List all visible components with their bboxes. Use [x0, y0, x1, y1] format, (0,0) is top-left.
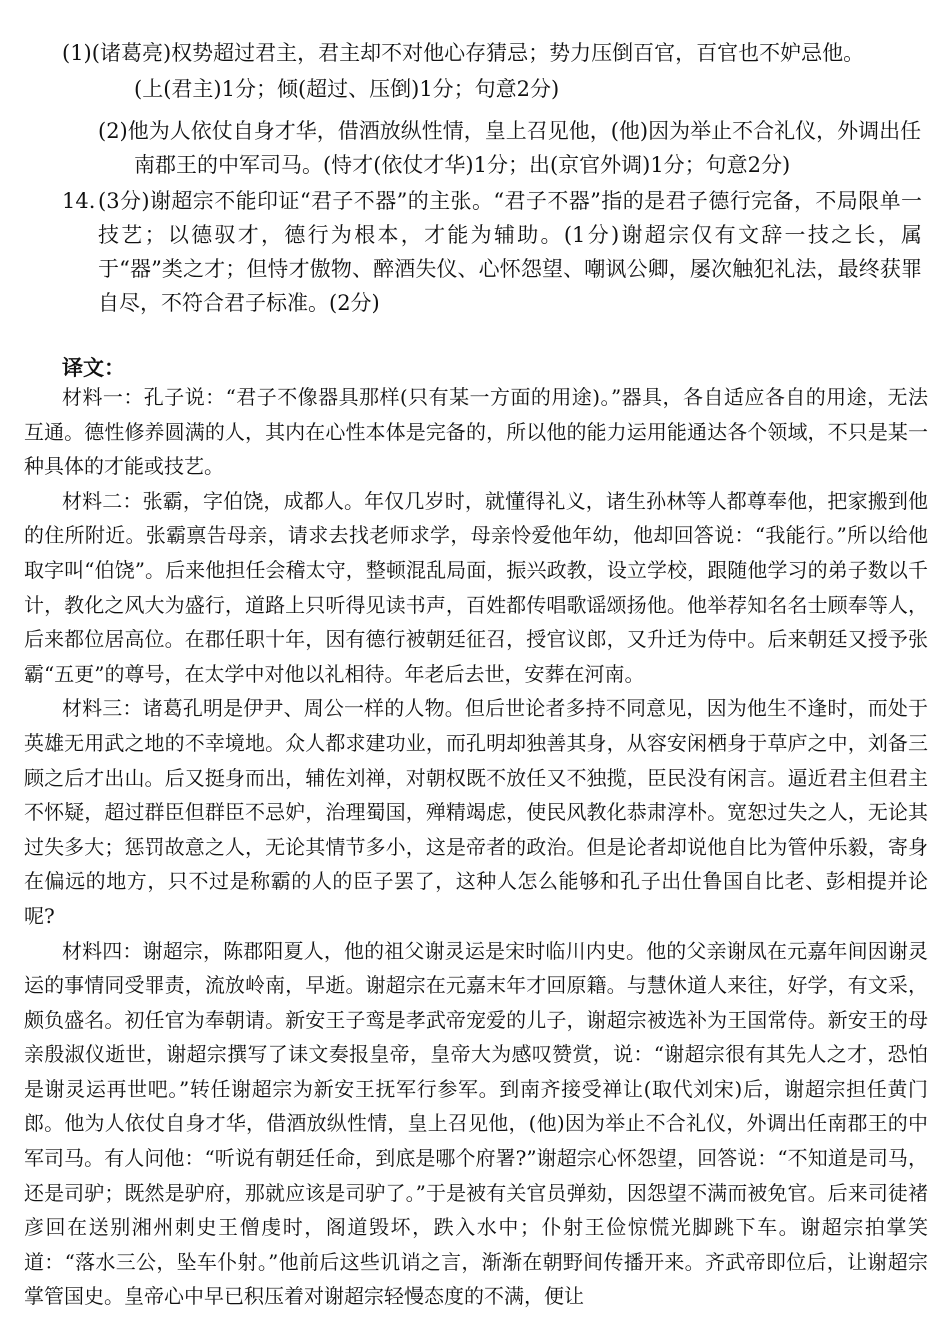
- translation-paragraph-4: 材料四：谢超宗，陈郡阳夏人，他的祖父谢灵运是宋时临川内史。他的父亲谢凤在元嘉年间因谢灵运的事情同受罪责，流放岭南，早逝。谢超宗在元嘉末年才回原籍。与慧休道人来往，好学，有文采，颇负盛名。初任官为奉朝请。新安王子鸾是孝武帝宠爱的儿子，谢超宗被选补为王国常侍。新安王的母亲殷淑仪逝世，谢超宗撰写了诔文奏报皇帝，皇帝大为感叹赞赏，说：“谢超宗很有其先人之才，恐怕是谢灵运再世吧。”转任谢超宗为新安王抚军行参军。到南齐接受禅让(取代刘宋)后，谢超宗担任黄门郎。他为人依仗自身才华，借酒放纵性情，皇上召见他，(他)因为举止不合礼仪，外调出任南郡王的中军司马。有人问他：“听说有朝廷任命，到底是哪个府署?”谢超宗心怀怨望，回答说：“不知道是司马，还是司驴；既然是驴府，那就应该是司驴了。”于是被有关官员弹劾，因怨望不满而被免官。后来司徒褚彦回在送别湘州刺史王僧虔时，阁道毁坏，跌入水中；仆射王俭惊慌光脚跳下车。谢超宗拍掌笑道：“落水三公，坠车仆射。”他前后这些讥诮之言，渐渐在朝野间传播开来。齐武帝即位后，让谢超宗掌管国史。皇帝心中早已积压着对谢超宗轻慢态度的不满，便让: [24, 938, 928, 1309]
- answer-13-2-text: (2)他为人依仗自身才华，借酒放纵性情，皇上召见他，(他)因为举止不合礼仪，外调出任: [98, 119, 922, 143]
- translation-paragraph-3: 材料三：诸葛孔明是伊尹、周公一样的人物。但后世论者多持不同意见，因为他生不逢时，而处于英雄无用武之地的不幸境地。众人都求建功业，而孔明却独善其身，从容安闲栖身于草庐之中，刘备三顾之后才出山。后又挺身而出，辅佐刘禅，对朝权既不放任又不独揽，臣民没有闲言。逼近君主但君主不怀疑，超过群臣但群臣不忌妒，治理蜀国，殚精竭虑，使民风教化恭肃淳朴。宽恕过失之人，无论其过失多大；惩罚故意之人，无论其情节多小，这是帝者的政治。但是论者却说他自比为管仲乐毅，寄身在偏远的地方，只不过是称霸的人的臣子罢了，这种人怎么能够和孔子出仕鲁国自比老、彭相提并论呢?: [24, 696, 928, 928]
- answer-14-number: 14.: [62, 189, 96, 213]
- translation-title: 译文：: [62, 355, 125, 380]
- answer-13-2: [62, 114, 922, 182]
- answer-14-text: (3分)谢超宗不能印证“君子不器”的主张。“君子不器”指的是君子德行完备，不局限单一技艺；以德驭才，德行为根本，才能为辅助。(1分)谢超宗仅有文辞一技之长，属于“器”类之才；但恃才傲物、醉酒失仪、心怀怨望、嘲讽公卿，屡次触犯礼法，最终获罪自尽，不符合君子标准。(2分): [98, 189, 922, 315]
- answer-13-1-score-block: [62, 72, 922, 106]
- answer-13-1-score: (上(君主)1分；倾(超过、压倒)1分；句意2分): [134, 77, 560, 101]
- answer-13-2-score: 南郡王的中军司马。(恃才(依仗才华)1分；出(京官外调)1分；句意2分): [134, 153, 791, 177]
- answer-13-1-text: (1)(诸葛亮)权势超过君主，君主却不对他心存猜忌；势力压倒百官，百官也不妒忌他。: [62, 41, 865, 65]
- translation-paragraph-1: 材料一：孔子说：“君子不像器具那样(只有某一方面的用途)。”器具，各自适应各自的用途，无法互通。德性修养圆满的人，其内在心性本体是完备的，所以他的能力运用能通达各个领域，不只是某一种具体的才能或技艺。: [24, 385, 928, 479]
- answer-13-1: [62, 36, 922, 70]
- translation-body: [24, 380, 928, 1314]
- translation-paragraph-2: 材料二：张霸，字伯饶，成都人。年仅几岁时，就懂得礼义，诸生孙林等人都尊奉他，把家搬到他的住所附近。张霸禀告母亲，请求去找老师求学，母亲怜爱他年幼，他却回答说：“我能行。”所以给他取字叫“伯饶”。后来他担任会稽太守，整顿混乱局面，振兴政教，设立学校，跟随他学习的弟子数以千计，教化之风大为盛行，道路上只听得见读书声，百姓都传唱歌谣颂扬他。他举荐知名名士顾奉等人，后来都位居高位。在郡任职十年，因有德行被朝廷征召，授官议郎，又升迁为侍中。后来朝廷又授予张霸“五更”的尊号，在太学中对他以礼相待。年老后去世，安葬在河南。: [24, 488, 928, 686]
- answer-14: [62, 184, 922, 320]
